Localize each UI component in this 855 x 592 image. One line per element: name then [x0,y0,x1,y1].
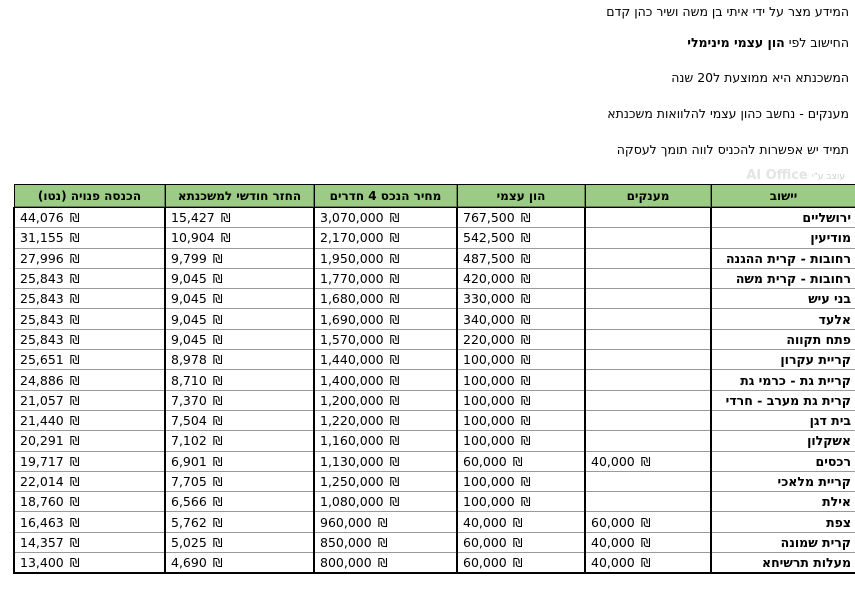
town-cell: צפת [711,512,855,532]
cell-value: 60,000 [591,514,635,530]
town-cell: פתח תקווה [711,329,855,349]
cell-value: 25,651 [20,352,64,368]
cell-value: 8,978 [171,352,207,368]
equity-cell [457,350,585,370]
shekel-symbol: ₪ [520,352,531,368]
shekel-symbol: ₪ [69,372,80,388]
equity-cell [457,451,585,471]
monthly-payment-cell [165,268,314,288]
net-income-cell [14,431,165,451]
town-cell: אלעד [711,309,855,329]
shekel-symbol: ₪ [69,352,80,368]
town-cell: בני עיש [711,289,855,309]
town-cell: רכסים [711,451,855,471]
cell-value: 542,500 [463,230,515,246]
equity-cell [457,431,585,451]
shekel-symbol: ₪ [520,413,531,429]
table-row [14,309,855,329]
grant-cell [585,431,711,451]
table-row [14,390,855,410]
grants-note: מענקים - נחשב כהון עצמי להלוואות משכנתא [607,106,849,121]
cell-value: 21,057 [20,392,64,408]
header-monthly-payment: החזר חודשי למשכנתא [165,185,314,208]
shekel-symbol: ₪ [640,555,651,571]
header-grants: מענקים [585,185,711,208]
shekel-symbol: ₪ [389,210,400,226]
grant-cell [585,228,711,248]
net-income-cell [14,410,165,430]
shekel-symbol: ₪ [69,433,80,449]
cell-value: 7,102 [171,433,207,449]
shekel-symbol: ₪ [212,331,223,347]
cell-value: 1,440,000 [320,352,384,368]
shekel-symbol: ₪ [69,413,80,429]
cell-value: 25,843 [20,311,64,327]
cell-value: 9,799 [171,250,207,266]
calculation-basis-bold: הון עצמי מינימלי [687,35,785,50]
price-cell [314,390,457,410]
monthly-payment-cell [165,451,314,471]
net-income-cell [14,451,165,471]
cell-value: 767,500 [463,210,515,226]
net-income-cell [14,248,165,268]
shekel-symbol: ₪ [520,494,531,510]
cell-value: 40,000 [591,555,635,571]
monthly-payment-cell [165,553,314,574]
table-row [14,553,855,574]
cell-value: 4,690 [171,555,207,571]
table-row [14,431,855,451]
cell-value: 1,570,000 [320,331,384,347]
shekel-symbol: ₪ [212,534,223,550]
shekel-symbol: ₪ [640,514,651,530]
shekel-symbol: ₪ [212,413,223,429]
shekel-symbol: ₪ [389,392,400,408]
guarantor-note: תמיד יש אפשרות להכניס לווה תומך לעסקה [616,142,849,157]
watermark-brand: AI Office [746,168,808,183]
cell-value: 9,045 [171,311,207,327]
monthly-payment-cell [165,390,314,410]
cell-value: 15,427 [171,210,215,226]
net-income-cell [14,553,165,574]
cell-value: 1,680,000 [320,291,384,307]
grant-cell [585,248,711,268]
header-price: מחיר הנכס 4 חדרים [314,185,457,208]
shekel-symbol: ₪ [212,555,223,571]
cell-value: 1,160,000 [320,433,384,449]
shekel-symbol: ₪ [520,474,531,489]
cell-value: 20,291 [20,433,64,449]
net-income-cell [14,471,165,491]
cell-value: 9,045 [171,291,207,307]
cell-value: 1,080,000 [320,494,384,510]
shekel-symbol: ₪ [69,534,80,550]
shekel-symbol: ₪ [69,555,80,571]
shekel-symbol: ₪ [69,453,80,469]
table-row [14,289,855,309]
price-cell [314,532,457,552]
shekel-symbol: ₪ [69,271,80,287]
calculation-basis-prefix: החישוב לפי [784,35,849,50]
shekel-symbol: ₪ [212,271,223,287]
price-cell [314,431,457,451]
shekel-symbol: ₪ [512,534,523,550]
net-income-cell [14,512,165,532]
town-cell: קריית מלאכי [711,471,855,491]
cell-value: 960,000 [320,514,372,530]
town-cell: מודיעין [711,228,855,248]
shekel-symbol: ₪ [69,494,80,510]
shekel-symbol: ₪ [69,474,80,489]
cell-value: 100,000 [463,372,515,388]
equity-cell [457,248,585,268]
shekel-symbol: ₪ [212,474,223,489]
town-cell: בית דגן [711,410,855,430]
net-income-cell [14,268,165,288]
cell-value: 2,170,000 [320,230,384,246]
equity-cell [457,228,585,248]
cell-value: 27,996 [20,250,64,266]
header-net-income: הכנסה פנויה (נטו) [14,185,165,208]
cell-value: 60,000 [463,453,507,469]
cell-value: 24,886 [20,372,64,388]
cell-value: 487,500 [463,250,515,266]
grant-cell [585,289,711,309]
shekel-symbol: ₪ [389,311,400,327]
monthly-payment-cell [165,309,314,329]
net-income-cell [14,350,165,370]
cell-value: 1,220,000 [320,413,384,429]
table-row [14,492,855,512]
shekel-symbol: ₪ [520,311,531,327]
calculation-basis-note [687,35,849,50]
price-cell [314,350,457,370]
table-row [14,268,855,288]
price-cell [314,553,457,574]
cell-value: 40,000 [591,453,635,469]
price-cell [314,512,457,532]
cell-value: 1,770,000 [320,271,384,287]
cell-value: 1,400,000 [320,372,384,388]
cell-value: 8,710 [171,372,207,388]
cell-value: 1,200,000 [320,392,384,408]
price-cell [314,309,457,329]
table-row [14,512,855,532]
cell-value: 25,843 [20,291,64,307]
monthly-payment-cell [165,228,314,248]
net-income-cell [14,390,165,410]
town-cell: מעלות תרשיחא [711,553,855,574]
grant-cell [585,492,711,512]
shekel-symbol: ₪ [520,372,531,388]
net-income-cell [14,492,165,512]
cell-value: 100,000 [463,352,515,368]
equity-cell [457,309,585,329]
net-income-cell [14,289,165,309]
shekel-symbol: ₪ [520,433,531,449]
housing-table [13,184,855,574]
equity-cell [457,410,585,430]
shekel-symbol: ₪ [389,230,400,246]
watermark [746,168,845,183]
table-row [14,329,855,349]
monthly-payment-cell [165,370,314,390]
shekel-symbol: ₪ [212,392,223,408]
cell-value: 9,045 [171,271,207,287]
shekel-symbol: ₪ [512,453,523,469]
watermark-prefix: עוצב ע"י [811,172,845,182]
shekel-symbol: ₪ [212,514,223,530]
equity-cell [457,390,585,410]
equity-cell [457,512,585,532]
net-income-cell [14,329,165,349]
town-cell: קרית שמונה [711,532,855,552]
grant-cell [585,390,711,410]
cell-value: 21,440 [20,413,64,429]
shekel-symbol: ₪ [520,331,531,347]
cell-value: 19,717 [20,453,64,469]
cell-value: 1,130,000 [320,453,384,469]
table-header-row [14,185,855,208]
cell-value: 6,566 [171,494,207,510]
cell-value: 22,014 [20,474,64,489]
header-equity: הון עצמי [457,185,585,208]
net-income-cell [14,228,165,248]
cell-value: 44,076 [20,210,64,226]
monthly-payment-cell [165,471,314,491]
cell-value: 1,690,000 [320,311,384,327]
cell-value: 60,000 [463,555,507,571]
grant-cell [585,309,711,329]
monthly-payment-cell [165,208,314,228]
shekel-symbol: ₪ [212,352,223,368]
cell-value: 14,357 [20,534,64,550]
table-row [14,410,855,430]
grant-cell [585,370,711,390]
mortgage-term-note: המשכנתא היא ממוצעת ל20 שנה [671,70,849,85]
shekel-symbol: ₪ [212,291,223,307]
shekel-symbol: ₪ [69,230,80,246]
equity-cell [457,289,585,309]
shekel-symbol: ₪ [69,331,80,347]
cell-value: 330,000 [463,291,515,307]
price-cell [314,228,457,248]
cell-value: 1,250,000 [320,474,384,489]
shekel-symbol: ₪ [69,291,80,307]
monthly-payment-cell [165,431,314,451]
shekel-symbol: ₪ [640,453,651,469]
table-row [14,451,855,471]
net-income-cell [14,532,165,552]
shekel-symbol: ₪ [69,514,80,530]
cell-value: 5,762 [171,514,207,530]
cell-value: 7,370 [171,392,207,408]
cell-value: 60,000 [463,534,507,550]
cell-value: 850,000 [320,534,372,550]
cell-value: 420,000 [463,271,515,287]
grant-cell [585,208,711,228]
grant-cell [585,471,711,491]
net-income-cell [14,309,165,329]
town-cell: רחובות - קרית משה [711,268,855,288]
cell-value: 31,155 [20,230,64,246]
net-income-cell [14,370,165,390]
equity-cell [457,268,585,288]
shekel-symbol: ₪ [212,453,223,469]
grant-cell [585,553,711,574]
town-cell: קרית גת מערב - חרדי [711,390,855,410]
shekel-symbol: ₪ [512,555,523,571]
equity-cell [457,492,585,512]
town-cell: ירושליים [711,208,855,228]
cell-value: 13,400 [20,555,64,571]
monthly-payment-cell [165,248,314,268]
grant-cell [585,329,711,349]
shekel-symbol: ₪ [69,392,80,408]
table-row [14,370,855,390]
cell-value: 1,950,000 [320,250,384,266]
table-body [14,208,855,574]
equity-cell [457,553,585,574]
monthly-payment-cell [165,492,314,512]
cell-value: 100,000 [463,392,515,408]
cell-value: 7,705 [171,474,207,489]
shekel-symbol: ₪ [69,210,80,226]
shekel-symbol: ₪ [640,534,651,550]
cell-value: 100,000 [463,413,515,429]
cell-value: 40,000 [463,514,507,530]
town-cell: אשקלון [711,431,855,451]
equity-cell [457,370,585,390]
shekel-symbol: ₪ [389,331,400,347]
shekel-symbol: ₪ [220,230,231,246]
shekel-symbol: ₪ [520,230,531,246]
shekel-symbol: ₪ [377,555,388,571]
shekel-symbol: ₪ [69,250,80,266]
cell-value: 7,504 [171,413,207,429]
shekel-symbol: ₪ [212,494,223,510]
table-row [14,350,855,370]
shekel-symbol: ₪ [377,514,388,530]
town-cell: קריית עקרון [711,350,855,370]
shekel-symbol: ₪ [212,250,223,266]
shekel-symbol: ₪ [389,291,400,307]
price-cell [314,370,457,390]
shekel-symbol: ₪ [520,271,531,287]
monthly-payment-cell [165,512,314,532]
shekel-symbol: ₪ [520,250,531,266]
shekel-symbol: ₪ [520,210,531,226]
cell-value: 100,000 [463,433,515,449]
grant-cell [585,410,711,430]
cell-value: 5,025 [171,534,207,550]
price-cell [314,289,457,309]
shekel-symbol: ₪ [389,352,400,368]
price-cell [314,492,457,512]
table-row [14,532,855,552]
monthly-payment-cell [165,350,314,370]
equity-cell [457,329,585,349]
monthly-payment-cell [165,289,314,309]
credits-note: המידע מצר על ידי איתי בן משה ושיר כהן קדם [606,4,849,19]
cell-value: 16,463 [20,514,64,530]
equity-cell [457,208,585,228]
cell-value: 3,070,000 [320,210,384,226]
table-row [14,228,855,248]
shekel-symbol: ₪ [389,453,400,469]
shekel-symbol: ₪ [212,372,223,388]
price-cell [314,248,457,268]
net-income-cell [14,208,165,228]
price-cell [314,268,457,288]
header-town: יישוב [711,185,855,208]
shekel-symbol: ₪ [520,291,531,307]
cell-value: 10,904 [171,230,215,246]
price-cell [314,410,457,430]
cell-value: 800,000 [320,555,372,571]
town-cell: רחובות - קרית ההגנה [711,248,855,268]
shekel-symbol: ₪ [389,271,400,287]
cell-value: 220,000 [463,331,515,347]
shekel-symbol: ₪ [389,250,400,266]
cell-value: 18,760 [20,494,64,510]
grant-cell [585,350,711,370]
cell-value: 6,901 [171,453,207,469]
table-row [14,248,855,268]
table-row [14,471,855,491]
monthly-payment-cell [165,532,314,552]
shekel-symbol: ₪ [389,413,400,429]
grant-cell [585,451,711,471]
grant-cell [585,268,711,288]
grant-cell [585,512,711,532]
shekel-symbol: ₪ [69,311,80,327]
monthly-payment-cell [165,410,314,430]
shekel-symbol: ₪ [520,392,531,408]
town-cell: אילת [711,492,855,512]
shekel-symbol: ₪ [389,474,400,489]
equity-cell [457,532,585,552]
monthly-payment-cell [165,329,314,349]
grant-cell [585,532,711,552]
shekel-symbol: ₪ [212,311,223,327]
price-cell [314,329,457,349]
cell-value: 25,843 [20,271,64,287]
shekel-symbol: ₪ [377,534,388,550]
shekel-symbol: ₪ [389,494,400,510]
shekel-symbol: ₪ [212,433,223,449]
cell-value: 9,045 [171,331,207,347]
table-row [14,208,855,228]
price-cell [314,208,457,228]
price-cell [314,451,457,471]
shekel-symbol: ₪ [220,210,231,226]
cell-value: 100,000 [463,474,515,489]
shekel-symbol: ₪ [389,372,400,388]
town-cell: קריית גת - כרמי גת [711,370,855,390]
shekel-symbol: ₪ [389,433,400,449]
cell-value: 100,000 [463,494,515,510]
cell-value: 340,000 [463,311,515,327]
shekel-symbol: ₪ [512,514,523,530]
price-cell [314,471,457,491]
cell-value: 25,843 [20,331,64,347]
equity-cell [457,471,585,491]
cell-value: 40,000 [591,534,635,550]
